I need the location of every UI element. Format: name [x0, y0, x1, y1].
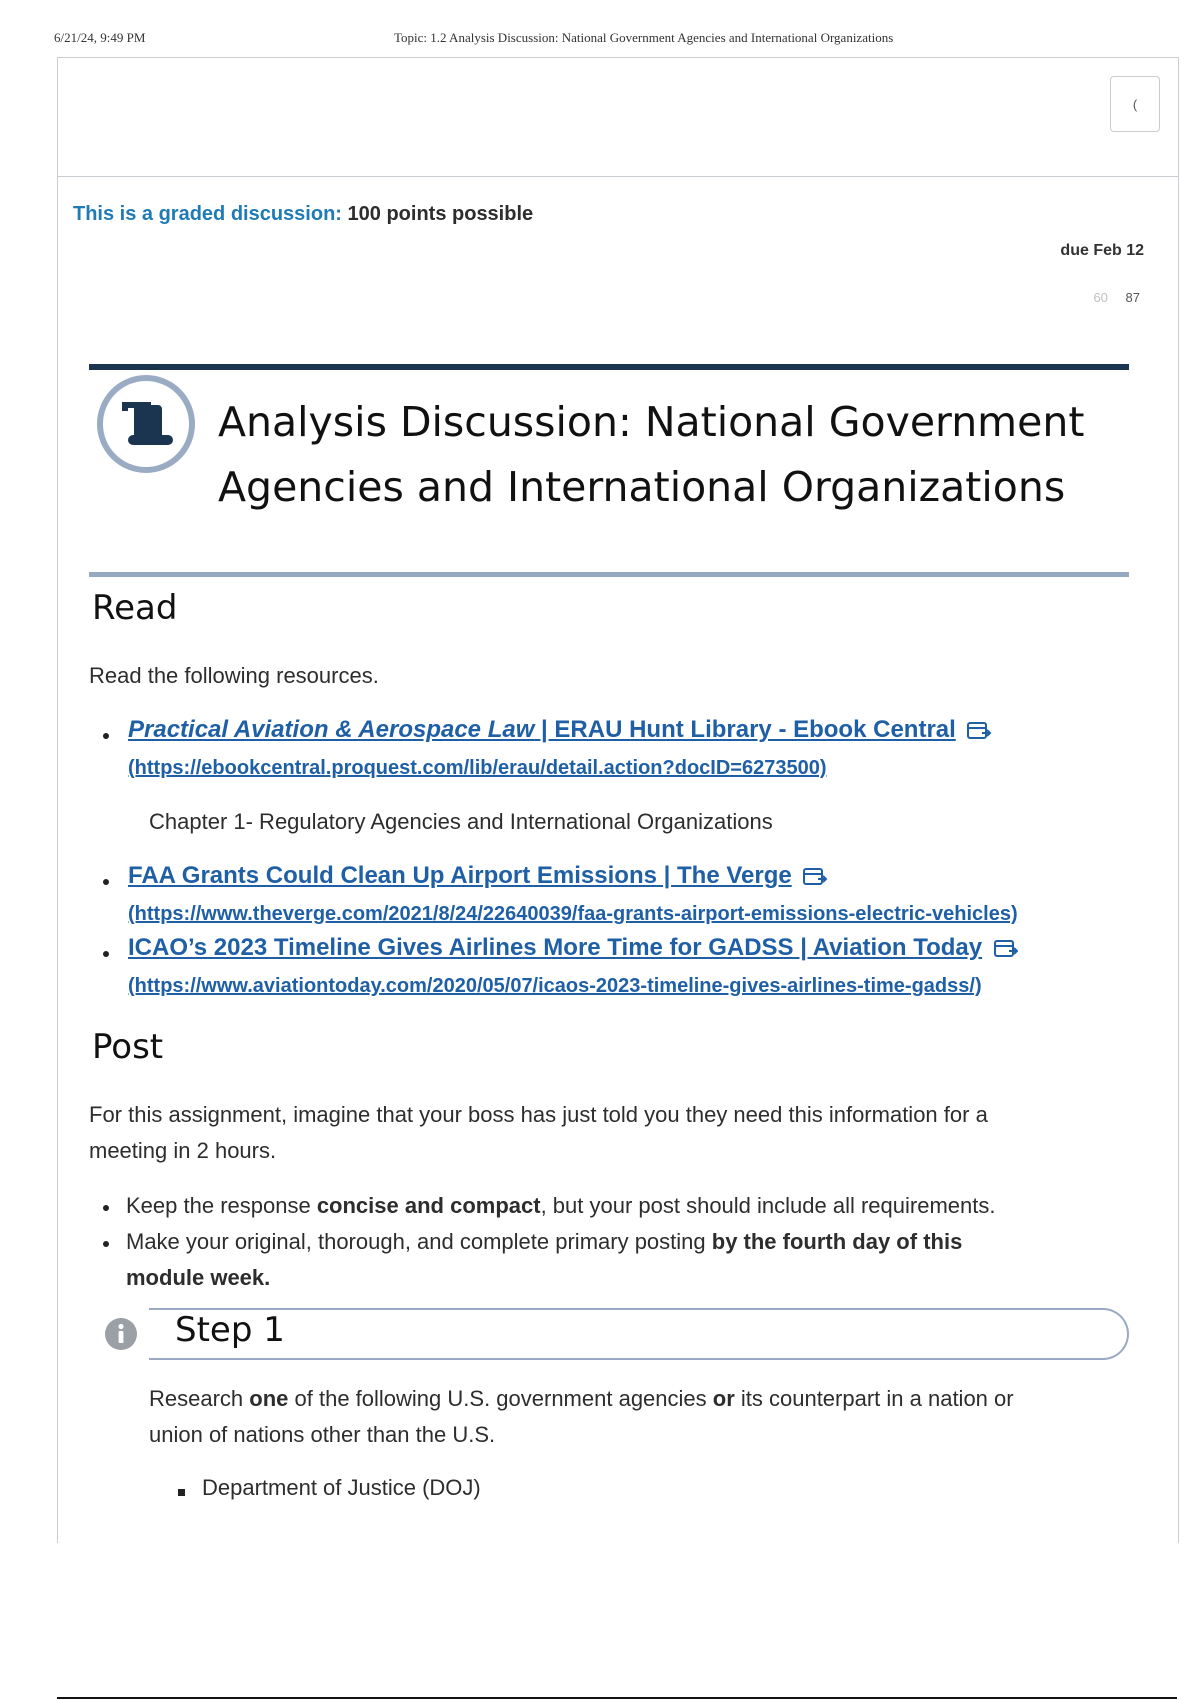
step-1-label: Step 1	[175, 1310, 285, 1350]
page-title-line1: Analysis Discussion: National Government	[218, 398, 1085, 446]
resource-3-title[interactable]: ICAO’s 2023 Timeline Gives Airlines More Time for GADSS	[128, 934, 794, 961]
page-title-line2: Agencies and International Organizations	[218, 463, 1066, 511]
post-heading: Post	[92, 1027, 164, 1067]
agency-item: Department of Justice (DOJ)	[202, 1475, 481, 1500]
resource-1-source[interactable]: | ERAU Hunt Library - Ebook Central	[534, 716, 956, 743]
bullet	[103, 879, 109, 885]
print-date: 6/21/24, 9:49 PM	[54, 30, 146, 45]
step-1-pre: Research	[149, 1386, 250, 1411]
total-count: 87	[1125, 290, 1140, 305]
print-title: Topic: 1.2 Analysis Discussion: National Government Agencies and International Organizations	[394, 30, 894, 45]
resource-3-source[interactable]: | Aviation Today	[793, 934, 983, 961]
resource-link-3[interactable]	[128, 930, 1019, 966]
options-button-label: (	[1132, 96, 1138, 112]
scroll-icon	[95, 373, 197, 475]
resource-url-1[interactable]	[128, 752, 827, 784]
step-1-bold-or: or	[712, 1386, 735, 1411]
post-bullet-2-bold2: module week.	[126, 1265, 271, 1290]
post-intro-line2: meeting in 2 hours.	[89, 1138, 277, 1163]
unread-count: 60	[1093, 290, 1108, 305]
resource-link-2[interactable]	[128, 858, 828, 894]
resource-2-title[interactable]: FAA Grants Could Clean Up Airport Emissions	[128, 862, 657, 889]
resource-1-note: Chapter 1- Regulatory Agencies and International Organizations	[149, 809, 773, 834]
resource-2-source[interactable]: | The Verge	[656, 862, 792, 889]
resource-3-url[interactable]: (https://www.aviationtoday.com/2020/05/07/icaos-2023-timeline-gives-airlines-time-gadss/)	[128, 975, 982, 997]
resource-2-url[interactable]: (https://www.theverge.com/2021/8/24/22640039/faa-grants-airport-emissions-electric-vehicles)	[128, 903, 1018, 925]
step-1-post: its counterpart in a nation or	[734, 1386, 1014, 1411]
points-possible: 100 points possible	[347, 203, 534, 225]
due-date: due Feb 12	[1060, 242, 1144, 259]
read-heading: Read	[92, 588, 178, 628]
post-bullet-1-post: , but your post should include all requirements.	[540, 1193, 996, 1218]
post-bullet-2	[126, 1224, 962, 1260]
top-toolbar	[58, 58, 1178, 177]
step-1-text-line1	[149, 1381, 1014, 1417]
post-intro-line1: For this assignment, imagine that your boss has just told you they need this information for a	[89, 1102, 988, 1127]
bullet	[103, 951, 109, 957]
external-link-icon	[802, 866, 828, 888]
bullet	[103, 733, 109, 739]
section-rule-light	[89, 572, 1129, 577]
external-link-icon	[966, 720, 992, 742]
post-bullet-2-pre: Make your original, thorough, and complete primary posting	[126, 1229, 712, 1254]
graded-discussion-info	[73, 203, 533, 226]
resource-url-2[interactable]	[128, 898, 1018, 930]
post-bullet-1-bold: concise and compact	[316, 1193, 541, 1218]
page-bottom-rule	[57, 1697, 1177, 1699]
post-bullet-2-cont	[126, 1260, 270, 1296]
resource-url-3[interactable]	[128, 970, 982, 1002]
step-1-box	[149, 1308, 1129, 1360]
step-1-text-line2: union of nations other than the U.S.	[149, 1422, 496, 1447]
step-1-bold-one: one	[249, 1386, 289, 1411]
bullet	[103, 1241, 109, 1247]
external-link-icon	[993, 938, 1019, 960]
page-title	[218, 390, 1118, 520]
options-button[interactable]	[1110, 76, 1160, 132]
graded-label: This is a graded discussion:	[73, 203, 342, 225]
resource-1-url[interactable]: (https://ebookcentral.proquest.com/lib/erau/detail.action?docID=6273500)	[128, 757, 827, 779]
post-bullet-1-pre: Keep the response	[126, 1193, 317, 1218]
post-bullet-1	[126, 1188, 995, 1224]
resource-link-1[interactable]	[128, 712, 992, 748]
bullet	[103, 1205, 109, 1211]
resource-1-title[interactable]: Practical Aviation & Aerospace Law	[128, 716, 535, 743]
info-icon	[104, 1317, 138, 1351]
read-intro: Read the following resources.	[89, 663, 379, 688]
reply-counts	[1093, 290, 1140, 305]
print-header	[54, 30, 1154, 50]
square-bullet	[178, 1489, 185, 1496]
post-bullet-2-bold1: by the fourth day of this	[711, 1229, 963, 1254]
header-rule-dark	[89, 364, 1129, 370]
step-1-mid: of the following U.S. government agencies	[288, 1386, 713, 1411]
